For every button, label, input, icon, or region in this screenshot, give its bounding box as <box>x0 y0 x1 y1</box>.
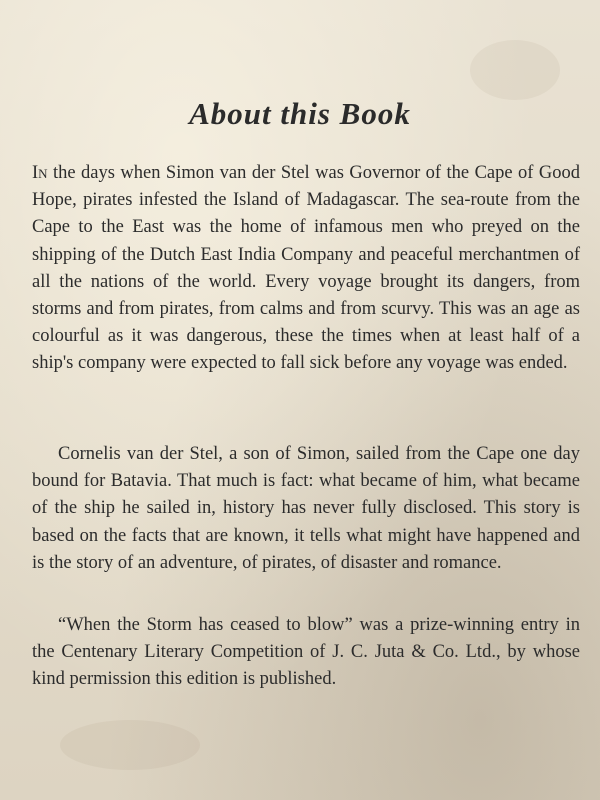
page-title: About this Book <box>189 96 411 131</box>
paragraph-text: the days when Simon van der Stel was Governor of the Cape of Good Hope, pirates infested the Island of Madagascar. The sea-route from the Cape to the East was the home of infamous men who preyed on the shipping of the Dutch East India Company and peaceful merchantmen of all the nations of the world. Every voyage brought its dangers, from storms and from pirates, from calms and from scurvy. This was an age as colourful as it was dangerous, these the times when at least half of a ship's company were expected to fall sick before any voyage was ended. <box>32 163 580 374</box>
paper-stain <box>60 720 200 770</box>
paper-stain <box>470 40 560 100</box>
paragraph-acknowledgement: “When the Storm has ceased to blow” was a prize-winning entry in the Centenary Literary Competition of J. C. Juta & Co. Ltd., by whose kind permission this edition is published. <box>32 615 580 690</box>
paragraph-cornelis: Cornelis van der Stel, a son of Simon, sailed from the Cape one day bound for Batavia. That much is fact: what became of him, what became of the ship he sailed in, history has never fully disclosed. This story is based on the facts that are known, it tells what might have happened and is the story of an adventure, of pirates, of disaster and romance. <box>32 444 580 573</box>
paragraph-lead-word: In <box>32 163 48 183</box>
paragraph-intro <box>32 160 580 378</box>
